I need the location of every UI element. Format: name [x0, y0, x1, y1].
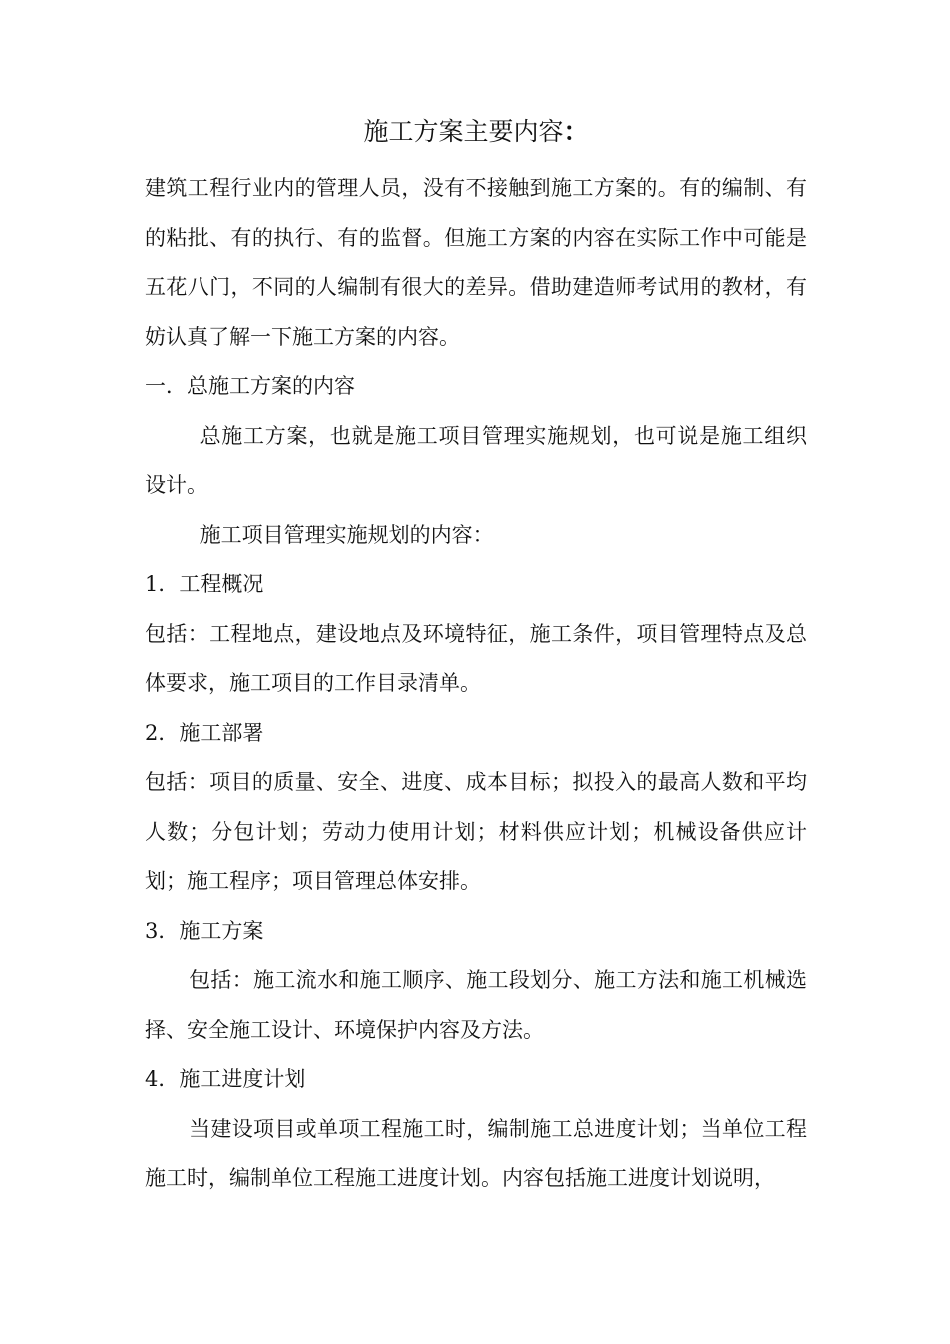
- section-heading-1: 一．总施工方案的内容: [145, 374, 355, 398]
- item-heading-3: 3．施工方案: [145, 918, 264, 943]
- item-heading-2: 2．施工部署: [145, 720, 264, 745]
- item-body-4: 当建设项目或单项工程施工时，编制施工总进度计划；当单位工程施工时，编制单位工程施工进度计划。内容包括施工进度计划说明，: [145, 1116, 807, 1190]
- document-title: [145, 112, 807, 152]
- item-heading-1: 1．工程概况: [145, 572, 264, 596]
- intro-paragraph: 建筑工程行业内的管理人员，没有不接触到施工方案的。有的编制、有的粘批、有的执行、有的监督。但施工方案的内容在实际工作中可能是五花八门，不同的人编制有很大的差异。借助建造师考试用的教材，有妨认真了解一下施工方案的内容。: [145, 176, 807, 349]
- overview-paragraph: 总施工方案，也就是施工项目管理实施规划，也可说是施工组织设计。: [145, 423, 807, 497]
- item-body-2: 包括：项目的质量、安全、进度、成本目标；拟投入的最高人数和平均人数；分包计划；劳动力使用计划；材料供应计划；机械设备供应计划；施工程序；项目管理总体安排。: [145, 770, 807, 893]
- title-text: 施工方案主要内容: [363, 117, 564, 146]
- item-body-1: 包括：工程地点，建设地点及环境特征，施工条件，项目管理特点及总体要求，施工项目的工作目录清单。: [145, 621, 807, 695]
- title-colon: ：: [563, 117, 589, 146]
- item-body-3: 包括：施工流水和施工顺序、施工段划分、施工方法和施工机械选择、安全施工设计、环境保护内容及方法。: [145, 968, 807, 1042]
- document-body: [145, 112, 807, 1204]
- plan-contents-label: 施工项目管理实施规划的内容：: [199, 522, 494, 547]
- item-heading-4: 4．施工进度计划: [145, 1067, 306, 1091]
